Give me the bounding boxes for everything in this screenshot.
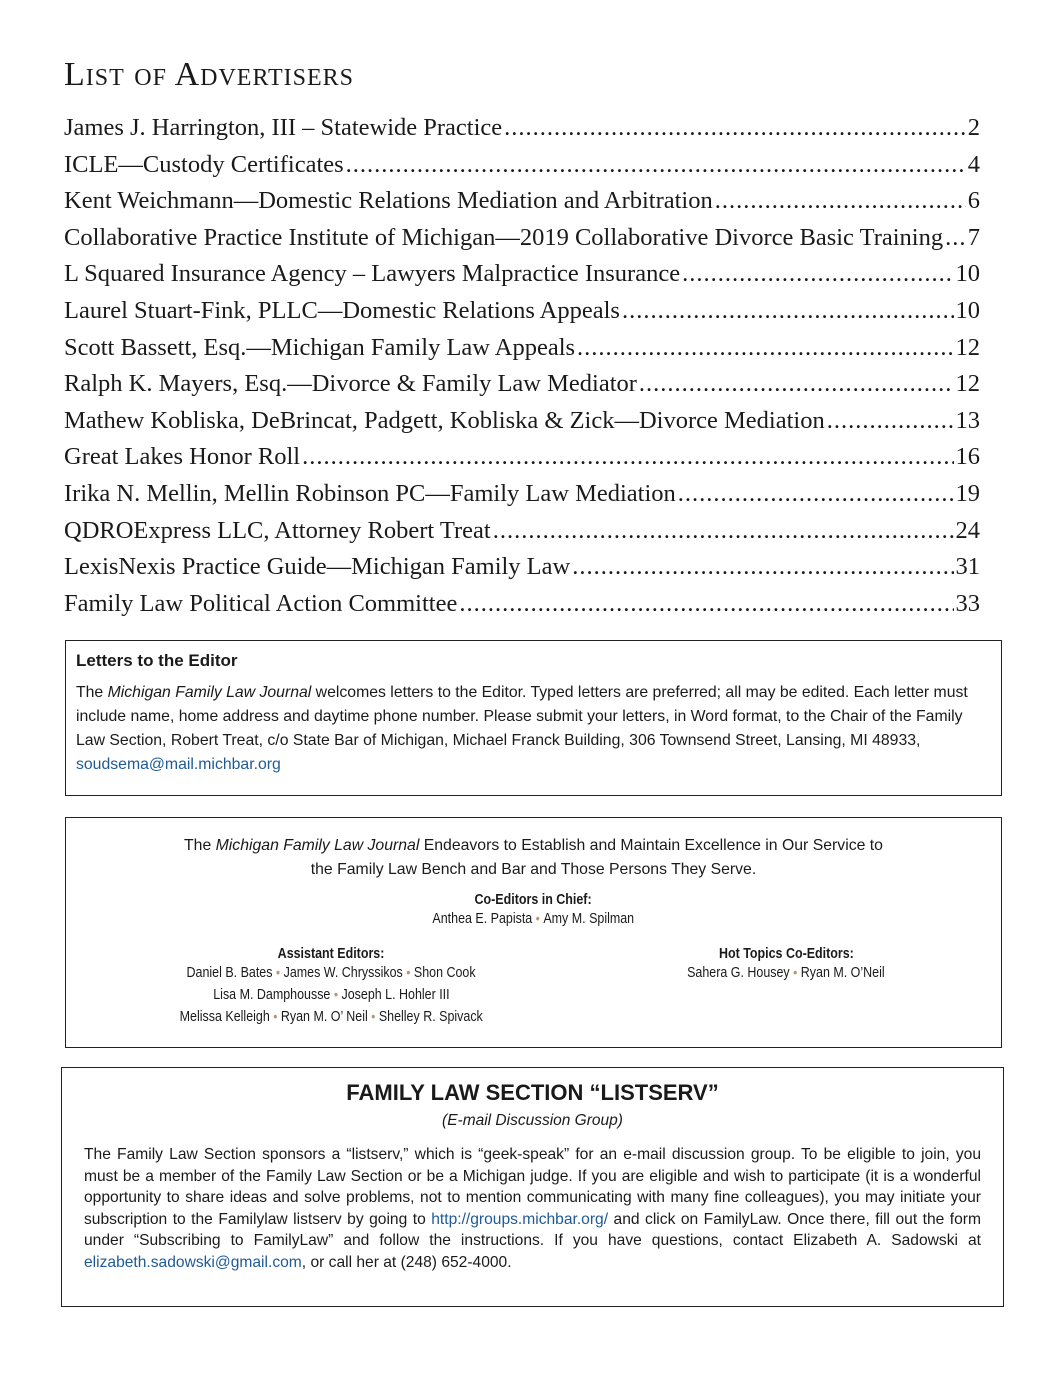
listserv-text-3: , or call her at (248) 652-4000. (301, 1253, 512, 1271)
advertiser-name: Laurel Stuart-Fink, PLLC—Domestic Relations Appeals (64, 296, 620, 324)
advertiser-name: Mathew Kobliska, DeBrincat, Padgett, Kobliska & Zick—Divorce Mediation (64, 406, 825, 434)
letters-journal-name: Michigan Family Law Journal (107, 684, 312, 701)
listserv-heading: FAMILY LAW SECTION “LISTSERV” (346, 1080, 719, 1105)
advertiser-name: James J. Harrington, III – Statewide Practice (64, 114, 503, 141)
editor-name: Amy M. Spilman (543, 911, 635, 927)
advertiser-page-number: 10 (955, 260, 980, 288)
letters-text: welcomes letters to the Editor. Typed letters are preferred; all may be edited. Each letter must include name, home address and daytime phone number. Please submit your letters, in Word format, to the Chair of the Family Law Section, Robert Treat, c/o State Bar of Michigan, Michael Franck Building, 306 Townsend Street, Lansing, MI 48933, (76, 684, 968, 749)
mission-statement (66, 834, 1001, 882)
advertiser-entry (64, 151, 980, 188)
advertiser-entry (64, 334, 980, 371)
listserv-body (84, 1144, 981, 1273)
advertiser-page-number: 16 (955, 443, 980, 471)
advertiser-name: Scott Bassett, Esq.—Michigan Family Law Appeals (64, 333, 576, 361)
dot-leader (577, 334, 953, 362)
editor-name: Ryan M. O’ Neil (280, 1009, 368, 1025)
advertiser-name: LexisNexis Practice Guide—Michigan Family Law (64, 553, 571, 581)
advertiser-entry (64, 260, 980, 297)
editor-name: Anthea E. Papista (432, 911, 533, 927)
listserv-email-link[interactable]: elizabeth.sadowski@gmail.com (84, 1253, 302, 1271)
dot-leader (639, 370, 954, 398)
advertiser-page-number: 6 (967, 187, 980, 215)
advertiser-entry (64, 114, 980, 151)
advertiser-page-number: 31 (955, 553, 980, 581)
dot-leader (493, 517, 954, 545)
bullet-separator: • (535, 910, 541, 926)
advertiser-list (64, 114, 980, 626)
advertiser-name: L Squared Insurance Agency – Lawyers Malpractice Insurance (64, 260, 681, 288)
advertiser-page-number: 10 (955, 296, 980, 324)
dot-leader (827, 407, 954, 435)
editor-name: Shelley R. Spivack (378, 1009, 483, 1025)
assistant-row (179, 1006, 482, 1028)
advertiser-page-number: 24 (955, 516, 980, 544)
advertiser-page-number: 13 (955, 406, 980, 434)
letters-email-link[interactable]: soudsema@mail.michbar.org (76, 756, 281, 773)
listserv-url-link[interactable]: http://groups.michbar.org/ (431, 1210, 609, 1228)
bullet-separator: • (272, 1008, 278, 1024)
letters-body (76, 681, 991, 777)
listserv-text-2: and click on FamilyLaw. Once there, fill out the form under “Subscribing to FamilyLaw” and follow the instructions. If you have questions, contact Elizabeth A. Sadowski at (84, 1210, 981, 1249)
advertiser-entry (64, 407, 980, 444)
dot-leader (459, 590, 953, 618)
advertiser-page-number: 4 (967, 150, 980, 178)
bullet-separator: • (406, 964, 411, 980)
advertiser-entry (64, 553, 980, 590)
bullet-separator: • (370, 1008, 376, 1024)
advertiser-entry (64, 517, 980, 554)
advertiser-entry (64, 443, 980, 480)
bullet-separator: • (793, 964, 798, 980)
editor-name: Lisa M. Damphousse (212, 987, 330, 1003)
bullet-separator: • (333, 986, 338, 1002)
advertiser-page-number: 2 (967, 114, 980, 141)
editor-name: Ryan M. O’Neil (800, 965, 885, 981)
advertiser-page-number: 33 (955, 589, 980, 617)
dot-leader (302, 443, 953, 471)
assistant-row (186, 962, 475, 984)
advertiser-entry (64, 297, 980, 334)
mission-line-2: the Family Law Bench and Bar and Those Persons They Serve. (310, 861, 757, 878)
editor-name: Joseph L. Hohler III (341, 987, 450, 1003)
advertiser-name: Kent Weichmann—Domestic Relations Mediation and Arbitration (64, 187, 713, 215)
mission-line-1: Endeavors to Establish and Maintain Excellence in Our Service to (419, 837, 883, 854)
advertiser-name: Family Law Political Action Committee (64, 589, 458, 617)
hot-topics-co-editors (586, 946, 986, 984)
advertiser-name: Ralph K. Mayers, Esq.—Divorce & Family Law Mediator (64, 370, 637, 398)
editor-name: Melissa Kelleigh (179, 1009, 270, 1025)
editor-name: James W. Chryssikos (283, 965, 403, 981)
advertiser-name: Great Lakes Honor Roll (64, 443, 301, 471)
letters-heading: Letters to the Editor (76, 651, 238, 670)
dot-leader (678, 480, 954, 508)
assistant-names (106, 962, 556, 1028)
dot-leader (945, 224, 966, 252)
advertiser-entry (64, 370, 980, 407)
bullet-separator: • (275, 964, 281, 980)
assistant-row (213, 984, 449, 1006)
mission-journal-name: Michigan Family Law Journal (215, 837, 420, 854)
advertiser-name: QDROExpress LLC, Attorney Robert Treat (64, 516, 491, 544)
chief-label: Co-Editors in Chief: (474, 892, 593, 908)
listserv-subheading: (E-mail Discussion Group) (442, 1112, 623, 1129)
advertiser-page-number: 19 (955, 479, 980, 507)
co-editors-in-chief (66, 892, 1001, 930)
advertiser-entry (64, 590, 980, 627)
editor-name: Sahera G. Housey (687, 965, 790, 981)
advertiser-entry (64, 187, 980, 224)
chief-names (433, 908, 635, 930)
dot-leader (622, 297, 954, 325)
advertiser-name: Irika N. Mellin, Mellin Robinson PC—Family Law Mediation (64, 479, 676, 507)
editor-name: Daniel B. Bates (186, 965, 273, 981)
dot-leader (504, 114, 966, 142)
advertiser-entry (64, 480, 980, 517)
listserv-box (61, 1067, 1004, 1307)
page-title: List of Advertisers (64, 56, 355, 93)
advertiser-page-number: 12 (955, 333, 980, 361)
dot-leader (572, 553, 953, 581)
mission-pre: The (184, 837, 216, 854)
assistant-label: Assistant Editors: (277, 946, 385, 962)
advertiser-page-number: 7 (967, 223, 980, 251)
editor-name: Shon Cook (413, 965, 476, 981)
advertiser-name: ICLE—Custody Certificates (64, 150, 344, 178)
dot-leader (715, 187, 966, 215)
listserv-text-1: The Family Law Section sponsors a “listserv,” which is “geek-speak” for an e-mail discussion group. To be eligible to join, you must be a member of the Family Law Section or be a Michigan judge. If you are eligible and wish to participate (it is a wonderful opportunity to share ideas and solve problems, not to mention communicating with many fine colleagues), you may initiate your subscription to the Familylaw listserv by going to (84, 1146, 981, 1228)
hot-topics-names (687, 962, 885, 984)
assistant-editors (106, 946, 556, 1028)
letters-pre: The (76, 684, 108, 701)
dot-leader (682, 260, 953, 288)
advertiser-page-number: 12 (955, 370, 980, 398)
dot-leader (346, 151, 966, 179)
hot-topics-label: Hot Topics Co-Editors: (718, 946, 854, 962)
journal-masthead-box (65, 817, 1002, 1048)
letters-to-editor-box (65, 640, 1002, 796)
advertiser-entry (64, 224, 980, 261)
advertiser-name: Collaborative Practice Institute of Michigan—2019 Collaborative Divorce Basic Training (64, 223, 944, 251)
